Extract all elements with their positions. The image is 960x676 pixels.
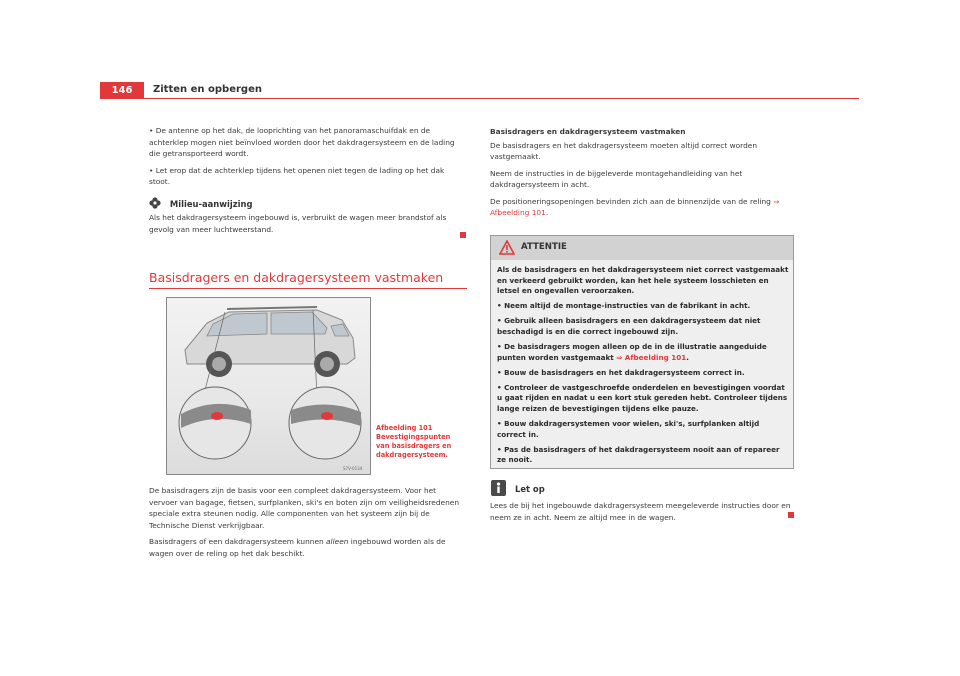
car-illustration [167, 298, 370, 474]
right-para-1: De basisdragers en het dakdragersysteem moeten altijd correct worden vastgemaakt. [490, 140, 758, 161]
warning-header [491, 236, 793, 260]
warning-bullet: • Controleer de vastgeschroefde onderdelen en bevestigingen voordat u gaat rijden en nadat u een kort stuk gereden hebt. Controleer tijdens lange reizen de bevestigingen tijdens elke pauze. [497, 383, 789, 415]
info-icon [491, 480, 506, 496]
left-para-2: Basisdragers of een dakdragersysteem kunnen alleen ingebouwd worden als de wagen over de reling op het dak beschikt. [149, 537, 446, 558]
warning-box [490, 235, 794, 469]
section-end-mark [460, 232, 466, 238]
warning-bullet: • Bouw de basisdragers en het dakdragersysteem correct in. [497, 368, 789, 379]
right-para-3: De positioneringsopeningen bevinden zich aan de binnenzijde van de reling ⇒ Afbeelding 101. [490, 196, 780, 217]
page-number: 146 [100, 82, 144, 99]
right-para-2: Neem de instructies in de bijgeleverde montagehandleiding van het dakdragersysteem in acht. [490, 168, 743, 189]
note-end-mark [788, 512, 794, 518]
environment-title: Milieu-aanwijzing [169, 199, 253, 209]
note-text: Lees de bij het ingebouwde dakdragersysteem meegeleverde instructies door en neem ze in acht. Neem ze altijd mee in de wagen. [490, 501, 791, 522]
warning-bullet: • Pas de basisdragers of het dakdragersysteem nooit aan of repareer ze nooit. [497, 445, 789, 466]
warning-bullet: • Bouw dakdragersystemen voor wielen, ski's, surfplanken altijd correct in. [497, 419, 789, 440]
note-title: Let op [515, 484, 545, 494]
environment-text: Als het dakdragersysteem ingebouwd is, verbruikt de wagen meer brandstof als gevolg van meer luchtweerstand. [149, 213, 447, 234]
figure-link[interactable]: ⇒ Afbeelding 101 [490, 196, 780, 217]
right-intro [490, 126, 792, 224]
section-title: Basisdragers en dakdragersysteem vastmaken [149, 270, 444, 285]
environment-note [149, 197, 465, 235]
figure-caption: Afbeelding 101 Bevestigingspunten van basisdragers en dakdragersysteem. [376, 424, 452, 459]
warning-triangle-icon [499, 240, 515, 255]
header-rule [144, 98, 859, 99]
warning-text [497, 265, 789, 471]
warning-bullet: • De basisdragers mogen alleen op de in de illustratie aangeduide punten worden vastgemaakt ⇒ Afbeelding 101. [497, 342, 789, 363]
warning-intro: Als de basisdragers en het dakdragersysteem niet correct vastgemaakt en verkeerd gebruikt worden, kan het hele systeem losschieten en letsel en ongevallen veroorzaken. [497, 265, 789, 296]
flower-icon [149, 197, 161, 209]
bullet-antenna: • De antenne op het dak, de looprichting van het panoramaschuifdak en de achterklep mogen niet beïnvloed worden door het dakdragersysteem en de lading die getransporteerd wordt. [149, 125, 465, 160]
warning-figure-link[interactable]: ⇒ Afbeelding 101 [616, 352, 687, 362]
warning-bullet: • Neem altijd de montage-instructies van de fabrikant in acht. [497, 301, 789, 312]
figure-roof-rack-points [166, 297, 371, 475]
section-rule [149, 288, 467, 289]
intro-bullets [149, 125, 465, 193]
warning-title: ATTENTIE [521, 242, 567, 252]
figure-code: S7V-0134 [343, 466, 363, 471]
left-body [149, 485, 465, 564]
right-heading: Basisdragers en dakdragersysteem vastmaken [490, 127, 686, 136]
chapter-title: Zitten en opbergen [153, 84, 262, 95]
left-para-1: De basisdragers zijn de basis voor een compleet dakdragersysteem. Voor het vervoer van bagage, fietsen, surfplanken, ski's en boten zijn om veiligheidsredenen speciale extra steunen nodig. Alle componenten van het systeem zijn bij de Technische Dienst verkrijgbaar. [149, 486, 460, 530]
warning-bullet: • Gebruik alleen basisdragers en een dakdragersysteem dat niet beschadigd is en die correct ingebouwd zijn. [497, 316, 789, 337]
bullet-tailgate: • Let erop dat de achterklep tijdens het openen niet tegen de lading op het dak stoot. [149, 165, 465, 188]
